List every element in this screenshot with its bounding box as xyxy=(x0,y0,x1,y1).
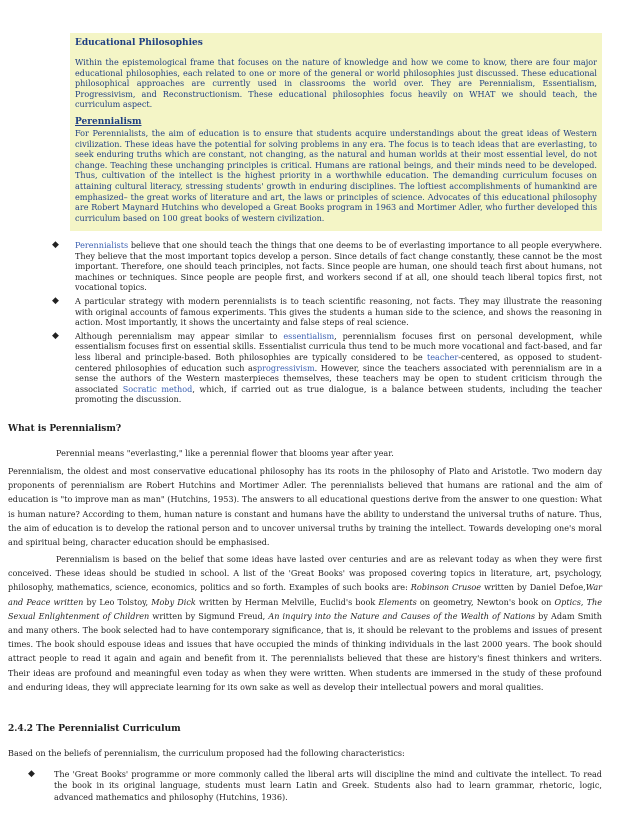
list-item xyxy=(52,331,602,405)
bullet-text: Although perennialism may appear similar to xyxy=(75,330,284,341)
bullet-text: , perennialism focuses first on personal development, while essentialism focuses first on essential skills. Essentialist curricula thus tend to be much more vocational and fact-based, and far less liberal and principle-based. Both philosophies are typically considered to be xyxy=(75,330,603,362)
essentialism-link[interactable]: essentialism xyxy=(283,330,335,341)
paragraph-origins: Perennialism, the oldest and most conservative educational philosophy has its roots in the philosophy of Plato and Aristotle. Two modern day proponents of perennialism are Robert Hutchins and Mortimer Adler. The perennialists believed that humans are rational and the aim of education is "to improve man as man" (Hutchins, 1953). The answers to all educational questions derive from the answer to one question: What is human nature? According to them, human nature is constant and humans have the ability to understand the universal truths of nature. Thus, the aim of education is to develop the rational person and to uncover universal truths by training the intellect. Towards developing one's moral and spiritual being, character education should be emphasised. xyxy=(8,466,602,548)
list-item xyxy=(28,769,602,803)
bullet-text: believe that one should teach the things that one deems to be of everlasting importance to all people everywhere. They believe that the most important topics develop a person. Since details of fact change constantly, these cannot be the most important. Therefore, one should teach principles, not facts. Since people are human, one should teach first about humans, not machines or techniques. Since people are people first, and workers second if at all, one should teach liberal topics first, not vocational topics. xyxy=(75,240,602,293)
highlight-box xyxy=(70,33,602,231)
bullet-text: -centered, as opposed to student-centered philosophies of education such as xyxy=(75,351,602,373)
diamond-bullet-icon: ◆ xyxy=(52,295,59,306)
perennial-definition: Perennial means "everlasting," like a perennial flower that blooms year after year. xyxy=(56,448,394,458)
curriculum-heading: 2.4.2 The Perennialist Curriculum xyxy=(8,724,181,734)
progressivism-link[interactable]: progressivism xyxy=(257,362,315,373)
bullet-text: . However, since the teachers associated with perennialism are in a sense the authors of the Western masterpieces themselves, these teachers may be open to student criticism through the associated xyxy=(75,362,602,394)
bullet-text: The 'Great Books' programme or more commonly called the liberal arts will discipline the mind and cultivate the intellect. To read the book in its original language, students must learn Latin and Greek. Students also had to learn grammar, rhetoric, logic, advanced mathematics and philosophy (Hutchins, 1936). xyxy=(54,769,602,802)
diamond-bullet-icon: ◆ xyxy=(52,330,59,341)
perennialism-subhead[interactable]: Perennialism xyxy=(75,116,142,127)
curriculum-intro: Based on the beliefs of perennialism, the curriculum proposed had the following characteristics: xyxy=(8,748,405,758)
list-item xyxy=(52,296,602,328)
what-is-perennialism-heading: What is Perennialism? xyxy=(8,424,122,434)
highlight-intro: Within the epistemological frame that focuses on the nature of knowledge and how we come to know, there are four major educational philosophies, each related to one or more of the general or world philosophies just discussed. These educational philosophical approaches are currently used in classrooms the world over. They are Perennialism, Essentialism, Progressivism, and Reconstructionism. These educational philosophies focus heavily on WHAT we should teach, the curriculum aspect. xyxy=(75,57,597,110)
diamond-bullet-icon: ◆ xyxy=(28,769,35,779)
perennialist-bullet-list xyxy=(52,240,602,408)
curriculum-bullet-list xyxy=(28,769,602,803)
diamond-bullet-icon: ◆ xyxy=(52,240,59,250)
socratic-method-link[interactable]: Socratic method xyxy=(122,383,193,394)
list-item xyxy=(52,240,602,293)
bullet-text: A particular strategy with modern perennialists is to teach scientific reasoning, not facts. They may illustrate the reasoning with original accounts of famous experiments. This gives the students a human side to the science, and shows the reasoning in action. Most importantly, it shows the uncertainty and false steps of real science. xyxy=(75,295,602,328)
perennialists-link[interactable]: Perennialists xyxy=(75,240,129,250)
paragraph-great-books: Perennialism is based on the belief that some ideas have lasted over centuries and are as relevant today as when they were first conceived. These ideas should be studied in school. A list of the 'Great Books' was proposed covering topics in literature, art, psychology, philosophy, mathematics, science, economics, politics and so forth. Examples of such books are: Robinson Crusoe written by Daniel Defoe,War and Peace written by Leo Tolstoy, Moby Dick written by Herman Melville, Euclid's book Elements on geometry, Newton's book on Optics, The Sexual Enlightenment of Children written by Sigmund Freud, An inquiry into the Nature and Causes of the Wealth of Nations by Adam Smith and many others. The book selected had to have contemporary significance, that is, it should be relevant to the problems and issues of present times. The book should espouse ideas and issues that have occupied the minds of thinking individuals in the last 2000 years. The book should attract people to read it again and again and benefit from it. The perennialists believed that these are history's finest thinkers and writers. Their ideas are profound and meaningful even today as when they were written. When students are immersed in the study of these profound and enduring ideas, they will appreciate learning for its own sake as well as develop their intellectual powers and moral qualities. xyxy=(8,554,603,692)
teacher-link[interactable]: teacher xyxy=(426,351,459,362)
highlight-title: Educational Philosophies xyxy=(75,38,203,48)
perennialism-body: For Perennialists, the aim of education is to ensure that students acquire understandings about the great ideas of Western civilization. These ideas have the potential for solving problems in any era. The focus is to teach ideas that are everlasting, to seek enduring truths which are constant, not changing, as the natural and human worlds at their most essential level, do not change. Teaching these unchanging principles is critical. Humans are rational beings, and their minds need to be developed. Thus, cultivation of the intellect is the highest priority in a worthwhile education. The demanding curriculum focuses on attaining cultural literacy, stressing students' growth in enduring disciplines. The loftiest accomplishments of humankind are emphasized– the great works of literature and art, the laws or principles of science. Advocates of this educational philosophy are Robert Maynard Hutchins who developed a Great Books program in 1963 and Mortimer Adler, who further developed this curriculum based on 100 great books of western civilization. xyxy=(75,127,597,223)
bullet-text: , which, if carried out as true dialogue, is a balance between students, including the teacher promoting the discussion. xyxy=(75,383,602,405)
